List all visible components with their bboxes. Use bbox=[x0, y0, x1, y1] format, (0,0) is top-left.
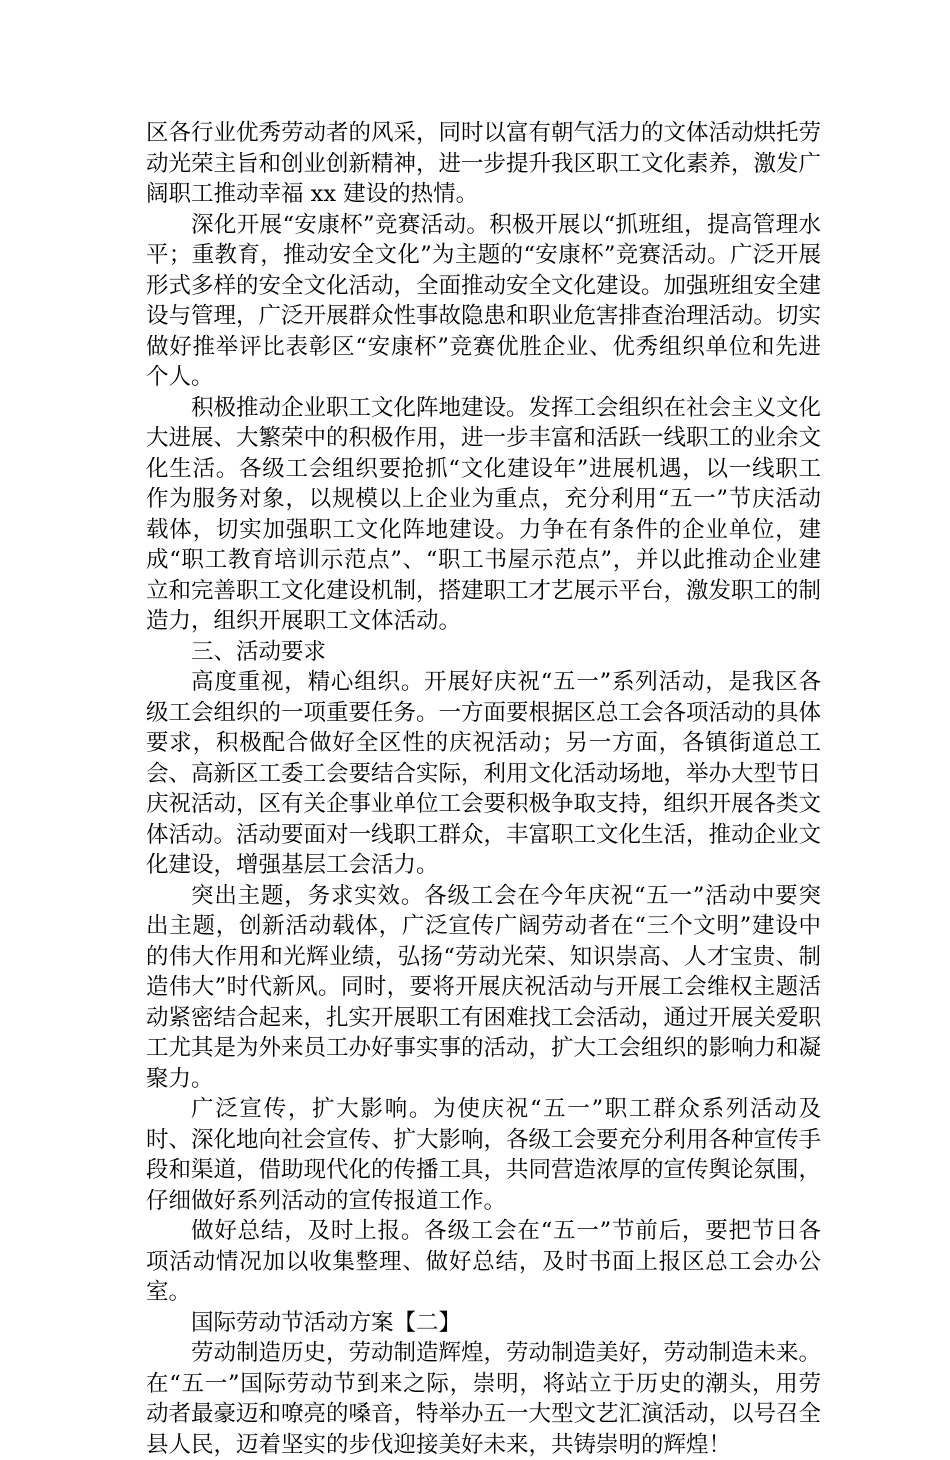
paragraph-culture-base-construction: 积极推动企业职工文化阵地建设。发挥工会组织在社会主义文化大进展、大繁荣中的积极作用，进一步丰富和活跃一线职工的业余文化生活。各级工会组织要抢抓“文化建设年”进展机遇，以一线职工作为服务对象，以规模以上企业为重点，充分利用“五一”节庆活动载体，切实加强职工文化阵地建设。力争在有条件的企业单位，建成“职工教育培训示范点”、“职工书屋示范点”，并以此推动企业建立和完善职工文化建设机制，搭建职工才艺展示平台，激发职工的制造力，组织开展职工文体活动。 bbox=[146, 394, 822, 634]
paragraph-labor-future: 劳动制造历史，劳动制造辉煌，劳动制造美好，劳动制造未来。在“五一”国际劳动节到来之际，崇明，将站立于历史的潮头，用劳动者最豪迈和嘹亮的嗓音，特举办五一大型文艺汇演活动，以号召全县人民，迈着坚实的步伐迎接美好未来，共铸崇明的辉煌！ bbox=[146, 1340, 822, 1458]
section-heading-requirements: 三、活动要求 bbox=[191, 638, 327, 665]
paragraph-summary: 做好总结，及时上报。各级工会在“五一”节前后，要把节日各项活动情况加以收集整理、做好总结，及时书面上报区总工会办公室。 bbox=[146, 1218, 821, 1305]
paragraph-organize: 高度重视，精心组织。开展好庆祝“五一”系列活动，是我区各级工会组织的一项重要任务。一方面要根据区总工会各项活动的具体要求，积极配合做好全区性的庆祝活动；另一方面，各镇街道总工会、高新区工委工会要结合实际，利用文化活动场地，举办大型节日庆祝活动，区有关企事业单位工会要积极争取支持，组织开展各类文体活动。活动要面对一线职工群众，丰富职工文化生活，推动企业文化建设，增强基层工会活力。 bbox=[146, 669, 822, 878]
paragraph-ankangbei-competition: 深化开展“安康杯”竞赛活动。积极开展以“抓班组，提高管理水平；重教育，推动安全文化”为主题的“安康杯”竞赛活动。广泛开展形式多样的安全文化活动，全面推动安全文化建设。加强班组安全建设与管理，广泛开展群众性事故隐患和职业危害排查治理活动。切实做好推举评比表彰区“安康杯”竞赛优胜企业、优秀组织单位和先进个人。 bbox=[146, 211, 822, 390]
paragraph-theme: 突出主题，务求实效。各级工会在今年庆祝“五一”活动中要突出主题，创新活动载体，广泛宣传广阔劳动者在“三个文明”建设中的伟大作用和光辉业绩，弘扬“劳动光荣、知识崇高、人才宝贵、制造伟大”时代新风。同时，要将开展庆祝活动与开展工会维权主题活动紧密结合起来，扎实开展职工有困难找工会活动，通过开展关爱职工尤其是为外来员工办好事实事的活动，扩大工会组织的影响力和凝聚力。 bbox=[146, 882, 822, 1092]
paragraph-publicity: 广泛宣传，扩大影响。为使庆祝“五一”职工群众系列活动及时、深化地向社会宣传、扩大影响，各级工会要充分利用各种宣传手段和渠道，借助现代化的传播工具，共同营造浓厚的宣传舆论氛围，仔细做好系列活动的宣传报道工作。 bbox=[146, 1096, 822, 1214]
document-page bbox=[146, 118, 821, 1460]
paragraph-continuation: 区各行业优秀劳动者的风采，同时以富有朝气活力的文体活动烘托劳动光荣主旨和创业创新精神，进一步提升我区职工文化素养，激发广阔职工推动幸福 xx 建设的热情。 bbox=[146, 120, 822, 207]
section-heading-plan-two: 国际劳动节活动方案【二】 bbox=[191, 1309, 462, 1336]
